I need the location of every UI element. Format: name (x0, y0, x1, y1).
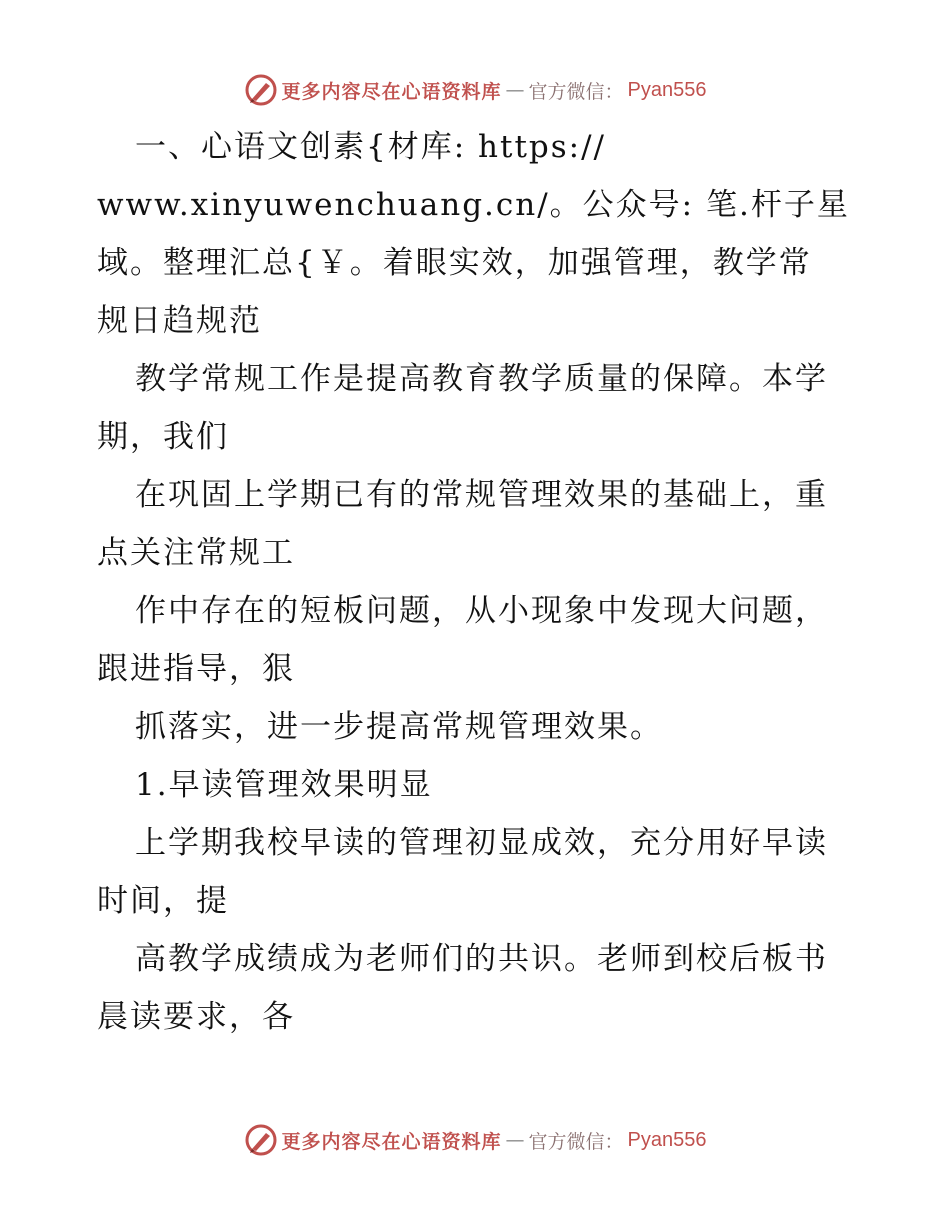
body-text: 晨读要求，各 (97, 999, 295, 1035)
body-line (97, 698, 857, 756)
body-line (97, 872, 857, 930)
body-text: 跟进指导，狠 (97, 651, 295, 687)
body-line (97, 408, 857, 466)
body-line (97, 582, 857, 640)
header-wechat-id: Pyan556 (627, 78, 707, 101)
pen-logo-icon (244, 73, 278, 107)
body-line (97, 524, 857, 582)
body-line (97, 292, 857, 350)
header-wechat-label: 官方微信： (528, 80, 624, 103)
footer-banner (0, 1120, 950, 1160)
body-text: 期，我们 (97, 419, 229, 455)
footer-lead-text: 更多内容尽在心语资料库 (281, 1130, 502, 1153)
body-text: 抓落实，进一步提高常规管理效果。 (135, 709, 663, 745)
pen-logo-icon (244, 1123, 278, 1157)
body-line (97, 640, 857, 698)
body-text: 在巩固上学期已有的常规管理效果的基础上，重 (135, 477, 828, 513)
body-line (97, 930, 857, 988)
body-line (97, 466, 857, 524)
body-text: 规日趋规范 (97, 303, 262, 339)
body-text: 时间，提 (97, 883, 229, 919)
body-line (97, 350, 857, 408)
body-text: 一、心语文创素{材库: https:// (135, 129, 606, 165)
body-line (97, 814, 857, 872)
body-text: 作中存在的短板问题，从小现象中发现大问题， (135, 593, 828, 629)
body-line (97, 988, 857, 1046)
section-heading (97, 756, 857, 814)
body-text: 高教学成绩成为老师们的共识。老师到校后板书 (135, 941, 828, 977)
body-line (97, 234, 857, 292)
body-line (97, 118, 857, 176)
footer-wechat-id: Pyan556 (627, 1128, 707, 1151)
body-line (97, 176, 857, 234)
body-text: 点关注常规工 (97, 535, 295, 571)
header-lead-text: 更多内容尽在心语资料库 (281, 80, 502, 103)
body-text: 教学常规工作是提高教育教学质量的保障。本学 (135, 361, 828, 397)
document-body (97, 118, 857, 1046)
body-text: 上学期我校早读的管理初显成效，充分用好早读 (135, 825, 828, 861)
footer-dash: — (505, 1129, 525, 1151)
body-text: 域。整理汇总{￥。着眼实效，加强管理，教学常 (97, 245, 812, 281)
footer-wechat-label: 官方微信： (528, 1130, 624, 1153)
header-banner (0, 70, 950, 110)
heading-text: 1.早读管理效果明显 (135, 767, 433, 803)
body-text: www.xinyuwenchuang.cn/。公众号: 笔.杆子星 (97, 187, 850, 223)
header-dash: — (505, 79, 525, 101)
